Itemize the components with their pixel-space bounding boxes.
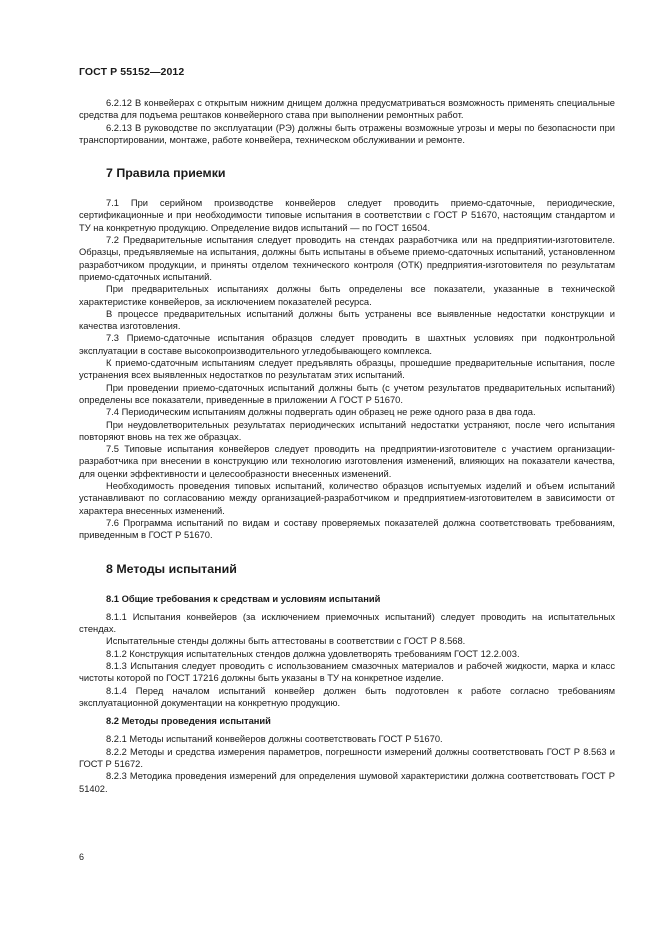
document-header: ГОСТ Р 55152—2012 [79,66,185,78]
clause-7-3-para-b: При проведении приемо-сдаточных испытаний должны быть (с учетом результатов предварительных испытаний) определены все показатели, приведенные в приложении А ГОСТ Р 51670. [79,382,615,405]
clause-7-3: 7.3 Приемо-сдаточные испытания образцов следует проводить в шахтных условиях при подконтрольной эксплуатации в составе высокопроизводительного угледобывающего комплекса. [79,333,615,356]
clause-7-5-para-a: Необходимость проведения типовых испытаний, количество образцов испытуемых изделий и объем испытаний устанавливают по согласованию между организацией-разработчиком и предприятием-изготовителем в зависимости от характера внесенных изменений. [79,481,615,516]
clause-8-1-1: 8.1.1 Испытания конвейеров (за исключением приемочных испытаний) следует проводить на испытательных стендах. [79,611,615,635]
clause-8-2-3: 8.2.3 Методика проведения измерений для определения шумовой характеристики должна соответствовать ГОСТ Р 51402. [79,771,615,794]
clause-7-3-para-a: К приемо-сдаточным испытаниям следует предъявлять образцы, прошедшие предварительные испытания, после устранения всех выявленных недостатков по результатам этих испытаний. [79,358,615,381]
clause-7-4-para-a: При неудовлетворительных результатах периодических испытаний недостатки устраняют, после чего испытания повторяют вновь на тех же образцах. [79,419,615,442]
clause-8-1-1-para-a: Испытательные стенды должны быть аттестованы в соответствии с ГОСТ Р 8.568. [106,636,466,647]
clause-7-2: 7.2 Предварительные испытания следует проводить на стендах разработчика или на предприятии-изготовителе. Образцы, предъявляемые на испытания, должны быть испытаны в объеме приемо-сдаточных испытаний, установленном разработчиком продукции, и приняты отделом технического контроля (ОТК) предприятия-изготовителя по результатам приемо-сдаточных испытаний. [79,235,615,282]
subsection-8-2-heading: 8.2 Методы проведения испытаний [106,716,271,727]
page-body [79,97,615,795]
clause-7-4: 7.4 Периодическим испытаниям должны подвергать один образец не реже одного раза в два года. [106,407,536,418]
clause-7-5: 7.5 Типовые испытания конвейеров следует проводить на предприятии-изготовителе с участием организации-разработчика при внесении в конструкцию или технологию изготовления изменений, влияющих на показатели качества, для оценки эффективности и целесообразности внесенных изменений. [79,444,615,479]
clause-8-1-3: 8.1.3 Испытания следует проводить с использованием смазочных материалов и рабочей жидкости, марка и класс чистоты которой по ГОСТ 17216 должны быть указаны в ТУ на конкретное изделие. [79,660,615,684]
clause-6-2-12: 6.2.12 В конвейерах с открытым нижним днищем должна предусматриваться возможность применять специальные средства для подъема рештаков конвейерного става при выполнении ремонтных работ. [79,98,615,121]
clause-7-2-para-b: В процессе предварительных испытаний должны быть устранены все выявленные недостатки конструкции и качества изготовления. [79,308,615,332]
subsection-8-1-heading: 8.1 Общие требования к средствам и условиям испытаний [106,593,381,604]
clause-8-2-2: 8.2.2 Методы и средства измерения параметров, погрешности измерений должны соответствовать ГОСТ Р 8.563 и ГОСТ Р 51672. [79,746,615,770]
clause-6-2-13: 6.2.13 В руководстве по эксплуатации (РЭ) должны быть отражены возможные угрозы и меры по безопасности при транспортировании, монтаже, работе конвейера, техническом обслуживании и ремонте. [79,122,615,145]
clause-7-1: 7.1 При серийном производстве конвейеров следует проводить приемо-сдаточные, периодические, сертификационные и при необходимости типовые испытания в соответствии с ГОСТ Р 51670, настоящим стандартом и ТУ на конкретную продукцию. Определение видов испытаний — по ГОСТ 16504. [79,198,615,233]
section-7-heading: 7 Правила приемки [106,166,226,181]
clause-8-1-2: 8.1.2 Конструкция испытательных стендов должна удовлетворять требованиям ГОСТ 12.2.003. [106,648,520,659]
clause-8-2-1: 8.2.1 Методы испытаний конвейеров должны соответствовать ГОСТ Р 51670. [106,734,443,745]
clause-7-6: 7.6 Программа испытаний по видам и составу проверяемых показателей должна соответствовать требованиям, приведенным в ГОСТ Р 51670. [79,517,615,541]
clause-7-2-para-a: При предварительных испытаниях должны быть определены все показатели, указанные в технической характеристике конвейеров, за исключением показателей ресурса. [79,284,615,307]
section-8-heading: 8 Методы испытаний [106,561,237,576]
page-number: 6 [79,852,85,862]
clause-8-1-4: 8.1.4 Перед началом испытаний конвейер должен быть подготовлен к работе согласно требованиям эксплуатационной документации на конкретную продукцию. [79,685,615,708]
